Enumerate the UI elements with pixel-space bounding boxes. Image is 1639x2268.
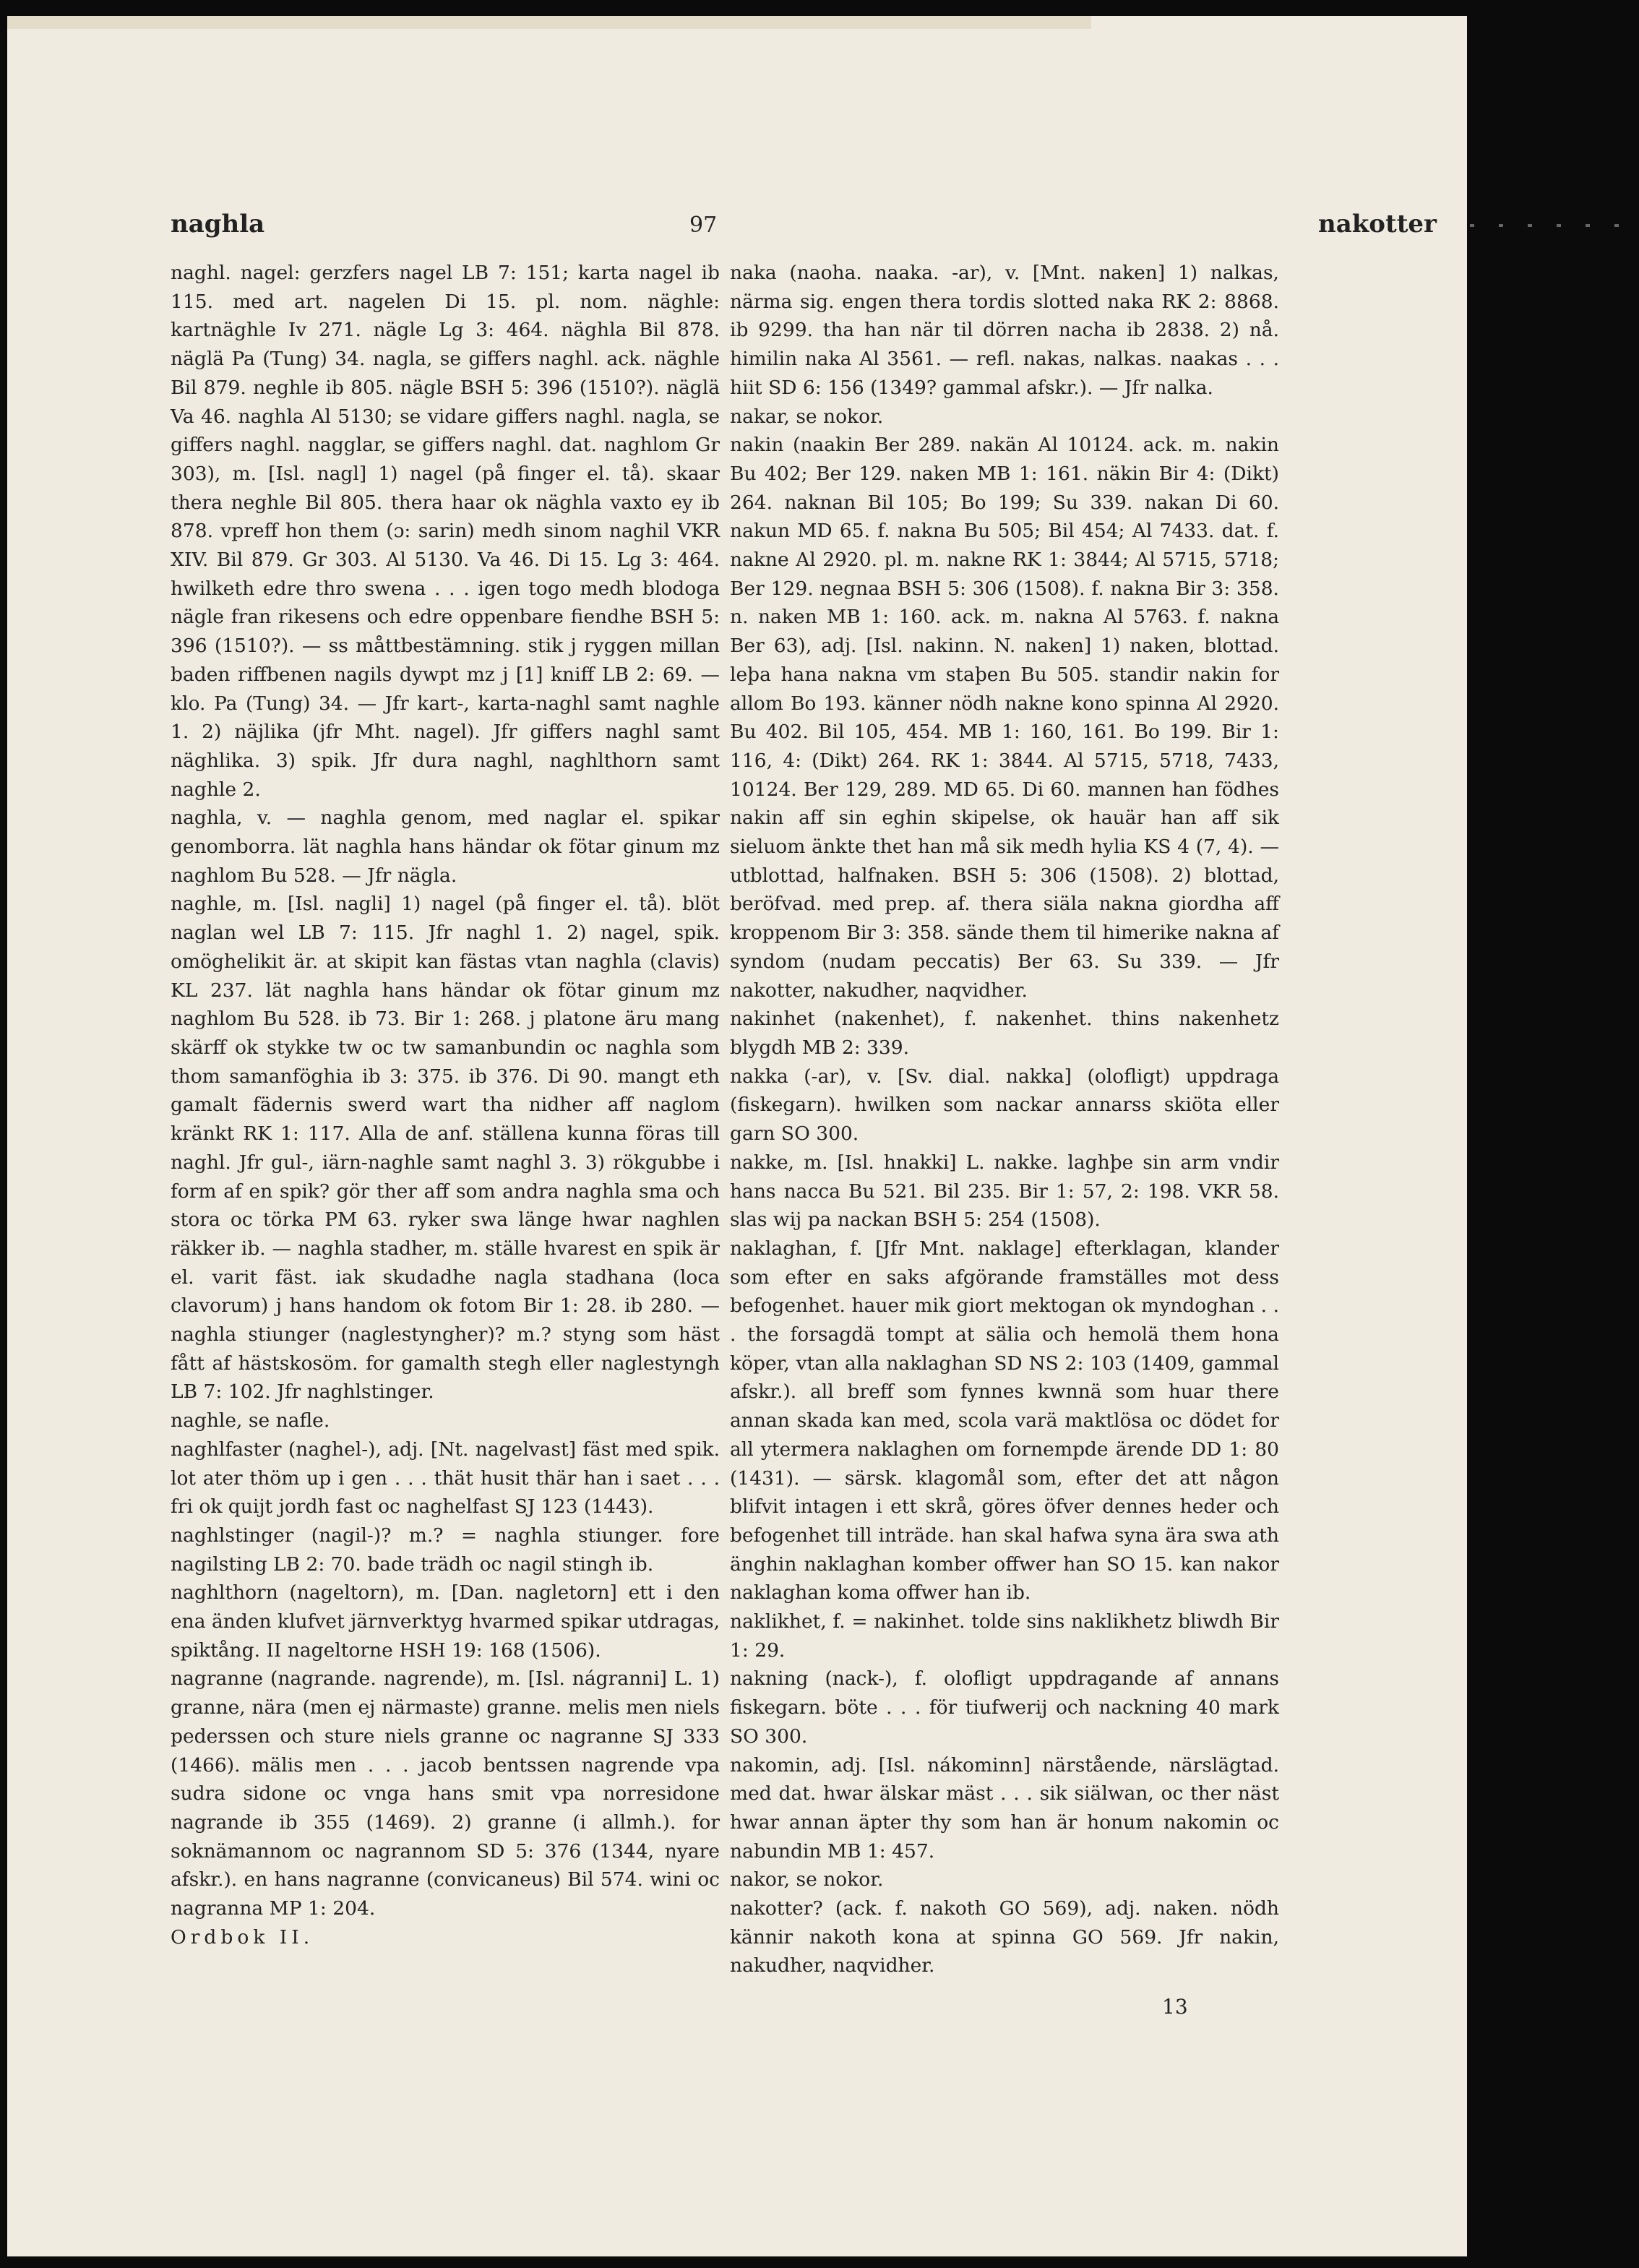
page-edge-shadow: [7, 16, 1091, 29]
left-column: [171, 259, 720, 1951]
entry-naghlfaster: naghlfaster (naghel-), adj. [Nt. nagelvast] fäst med spik. lot ater thöm up i gen . . . thät husit thär han i saet . . . fri ok quijt jordh fast oc naghelfast SJ 123 (1443).: [171, 1438, 720, 1519]
running-head-right: nakotter: [1318, 210, 1437, 239]
entry-nakke: nakke, m. [Isl. hnakki] L. nakke. laghþe sin arm vndir hans nacca Bu 521. Bil 235. Bir 1: 57, 2: 198. VKR 58. slas wij pa nackan BSH 5: 254 (1508).: [730, 1151, 1279, 1232]
entry-nakinhet: nakinhet (nakenhet), f. nakenhet. thins nakenhetz blygdh MB 2: 339.: [730, 1008, 1279, 1059]
entry-naklikhet: naklikhet, f. = nakinhet. tolde sins naklikhetz bliwdh Bir 1: 29.: [730, 1610, 1279, 1662]
entry-naghlthorn: naghlthorn (nageltorn), m. [Dan. nagletorn] ett i den ena änden klufvet järnverktyg hvarmed spikar utdragas, spiktång. II nageltorne HSH 19: 168 (1506).: [171, 1581, 720, 1662]
entry-nakomin: nakomin, adj. [Isl. nákominn] närstående, närslägtad. med dat. hwar älskar mäst . . . sik siälwan, oc ther näst hwar annan äpter thy som han är honum nakomin oc nabundin MB 1: 457.: [730, 1753, 1279, 1863]
entry-naghle: naghle, m. [Isl. nagli] 1) nagel (på finger el. tå). blöt naglan wel LB 7: 115. Jfr naghl 1. 2) nagel, spik. omöghelikit är. at skipit kan fästas vtan naghla (clavis) KL 237. lät naghla hans händar ok fötar ginum mz naghlom Bu 528. ib 73. Bir 1: 268. j platone äru mang skärff ok stykke tw oc tw samanbundin oc naghla som thom samanföghia ib 3: 375. ib 376. Di 90. mangt eth gamalt fädernis swerd wart tha nidher aff naglom kränkt RK 1: 117. Alla de anf. ställena kunna föras till naghl. Jfr gul-, iärn-naghle samt naghl 3. 3) rökgubbe i form af en spik? gör ther aff som andra naghla sma och stora oc törka PM 63. ryker swa länge hwar naghlen räkker ib. — naghla stadher, m. ställe hvarest en spik är el. varit fäst. iak skudadhe nagla stadhana (loca clavorum) j hans handom ok fotom Bir 1: 28. ib 280. — naghla stiunger (naglestyngher)? m.? styng som häst fått af hästskosöm. for gamalth stegh eller naglestyngh LB 7: 102. Jfr naghlstinger.: [171, 893, 720, 1404]
entry-naghlstinger: naghlstinger (nagil-)? m.? = naghla stiunger. fore nagilsting LB 2: 70. bade trädh oc nagil stingh ib.: [171, 1524, 720, 1576]
entry-nakor: nakor, se nokor.: [730, 1868, 884, 1891]
entry-nakin: nakin (naakin Ber 289. nakän Al 10124. ack. m. nakin Bu 402; Ber 129. naken MB 1: 161. näkin Bir 4: (Dikt) 264. naknan Bil 105; Bo 199; Su 339. nakan Di 60. nakun MD 65. f. nakna Bu 505; Bil 454; Al 7433. dat. f. nakne Al 2920. pl. m. nakne RK 1: 3844; Al 5715, 5718; Ber 129. negnaa BSH 5: 306 (1508). f. nakna Bir 3: 358. n. naken MB 1: 160. ack. m. nakna Al 5763. f. nakna Ber 63), adj. [Isl. nakinn. N. naken] 1) naken, blottad. leþa hana nakna vm staþen Bu 505. standir nakin for allom Bo 193. känner nödh nakne kono spinna Al 2920. Bu 402. Bil 105, 454. MB 1: 160, 161. Bo 199. Bir 1: 116, 4: (Dikt) 264. RK 1: 3844. Al 5715, 5718, 7433, 10124. Ber 129, 289. MD 65. Di 60. mannen han födhes nakin aff sin eghin skipelse, ok hauär han aff sik sieluom änkte thet han må sik medh hylia KS 4 (7, 4). — utblottad, halfnaken. BSH 5: 306 (1508). 2) blottad, beröfvad. med prep. af. thera siäla nakna giordha aff kroppenom Bir 3: 358. sände them til himerike nakna af syndom (nudam peccatis) Ber 63. Su 339. — Jfr nakotter, nakudher, naqvidher.: [730, 434, 1279, 1002]
signature-mark: 13: [1162, 1995, 1188, 2019]
entry-naklaghan: naklaghan, f. [Jfr Mnt. naklage] efterklagan, klander som efter en saks afgörande framställes mot dess befogenhet. hauer mik giort mektogan ok myndoghan . . . the forsagdä tompt at sälia och hemolä them hona köper, vtan alla naklaghan SD NS 2: 103 (1409, gammal afskr.). all breff som fynnes kwnnä som huar there annan skada kan med, scola varä maktlösa oc dödet for all ytermera naklaghen om fornempde ärende DD 1: 80 (1431). — särsk. klagomål som, efter det att någon blifvit intagen i ett skrå, göres öfver dennes heder och befogenhet till inträde. han skal hafwa syna ära swa ath änghin naklaghan komber offwer han SO 15. kan nakor naklaghan koma offwer han ib.: [730, 1237, 1279, 1605]
entry-nakka: nakka (-ar), v. [Sv. dial. nakka] (olofligt) uppdraga (fiskegarn). hwilken som nackar annarss skiöta eller garn SO 300.: [730, 1065, 1279, 1146]
right-column: [730, 259, 1279, 1980]
entry-nakotter: nakotter? (ack. f. nakoth GO 569), adj. naken. nödh kännir nakoth kona at spinna GO 569. Jfr nakin, nakudher, naqvidher.: [730, 1897, 1279, 1977]
entry-naka: naka (naoha. naaka. -ar), v. [Mnt. naken] 1) nalkas, närma sig. engen thera tordis slotted naka RK 2: 8868. ib 9299. tha han när til dörren nacha ib 2838. 2) nå. himilin naka Al 3561. — refl. nakas, nalkas. naakas . . . hiit SD 6: 156 (1349? gammal afskr.). — Jfr nalka.: [730, 262, 1279, 399]
entry-naghla: naghla, v. — naghla genom, med naglar el. spikar genomborra. lät naghla hans händar ok fötar ginum mz naghlom Bu 528. — Jfr nägla.: [171, 807, 720, 887]
dictionary-page: [7, 16, 1467, 2256]
entry-nakning: nakning (nack-), f. olofligt uppdragande af annans fiskegarn. böte . . . för tiufwerij och nackning 40 mark SO 300.: [730, 1667, 1279, 1748]
entry-nagranne: nagranne (nagrande. nagrende), m. [Isl. nágranni] L. 1) granne, nära (men ej närmaste) granne. melis men niels pederssen och sture niels granne oc nagranne SJ 333 (1466). mälis men . . . jacob bentssen nagrende vpa sudra sidone oc vnga hans smit vpa norresidone nagrande ib 355 (1469). 2) granne (i allmh.). for soknämannom oc nagrannom SD 5: 376 (1344, nyare afskr.). en hans nagranne (convicaneus) Bil 574. wini oc nagranna MP 1: 204.: [171, 1667, 720, 1920]
entry-naghl: naghl. nagel: gerzfers nagel LB 7: 151; karta nagel ib 115. med art. nagelen Di 15. pl. nom. näghle: kartnäghle Iv 271. nägle Lg 3: 464. näghla Bil 878. näglä Pa (Tung) 34. nagla, se giffers naghl. ack. näghle Bil 879. neghle ib 805. nägle BSH 5: 396 (1510?). näglä Va 46. naghla Al 5130; se vidare giffers naghl. nagla, se giffers naghl. nagglar, se giffers naghl. dat. naghlom Gr 303), m. [Isl. nagl] 1) nagel (på finger el. tå). skaar thera neghle Bil 805. thera haar ok näghla vaxto ey ib 878. vpreff hon them (ɔ: sarin) medh sinom naghil VKR XIV. Bil 879. Gr 303. Al 5130. Va 46. Di 15. Lg 3: 464. hwilketh edre thro swena . . . igen togo medh blodoga nägle fran rikesens och edre oppenbare fiendhe BSH 5: 396 (1510?). — ss måttbestämning. stik j ryggen millan baden riffbenen nagils dywpt mz j [1] kniff LB 2: 69. — klo. Pa (Tung) 34. — Jfr kart-, karta-naghl samt naghle 1. 2) näjlika (jfr Mht. nagel). Jfr giffers naghl samt näghlika. 3) spik. Jfr dura naghl, naghlthorn samt naghle 2.: [171, 262, 720, 801]
scan-border-dashes: [1470, 224, 1636, 227]
signature-line: Ordbok II.: [171, 1925, 314, 1949]
page-number: 97: [689, 212, 718, 238]
entry-naghle-se-nafle: naghle, se nafle.: [171, 1409, 330, 1432]
entry-nakar: nakar, se nokor.: [730, 405, 884, 428]
running-head-left: naghla: [171, 210, 265, 239]
